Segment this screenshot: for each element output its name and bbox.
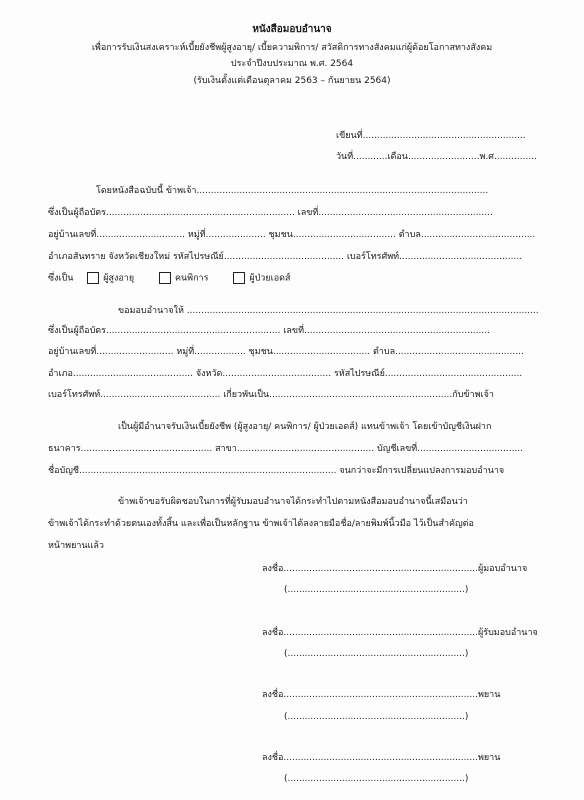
grantor-address-row[interactable]: อยู่บ้านเลขที่............................... หมู่ที่..................... ชุมชน.................................... ตำบล........................................ (48, 230, 536, 240)
status-option-disabled[interactable]: คนพิการ (159, 272, 208, 285)
written-at-field[interactable]: เขียนที่......................................................... (336, 131, 526, 141)
checkbox-aids-patient[interactable] (233, 272, 245, 284)
signature-witness-2[interactable]: ลงชื่อ....................................................................พยาน (262, 753, 501, 763)
account-name-row[interactable]: ชื่อบัญชี.......................................................................................... จนกว่าจะมีการเปลี่ยนแปลงการมอบอำนาจ (48, 466, 505, 476)
subtitle-fiscal-year: ประจำปีงบประมาณ พ.ศ. 2564 (230, 59, 354, 69)
printed-name-witness-1[interactable]: (..............................................................) (284, 712, 469, 722)
statement-line-1: ข้าพเจ้าขอรับผิดชอบในการที่ผู้รับมอบอำนาจได้กระทำไปตามหนังสือมอบอำนาจนี้เสมือนว่า (118, 497, 468, 507)
checkbox-disabled[interactable] (159, 272, 171, 284)
grantee-id-row[interactable]: ซึ่งเป็นผู้ถือบัตร............................................................. เลขที่................................................................. (48, 326, 490, 336)
document-title: หนังสือมอบอำนาจ (252, 24, 332, 35)
signature-grantee[interactable]: ลงชื่อ....................................................................ผู้รับมอบอำนาจ (262, 628, 538, 638)
grantee-district-row[interactable]: อำเภอ.......................................... จังหวัด...................................... รหัสไปรษณีย์................................................ (48, 369, 523, 379)
grantor-district-row[interactable]: อำเภอสันทราย จังหวัดเชียงใหม่ รหัสไปรษณีย์.......................................... เบอร์โทรศัพท์........................................... (48, 252, 523, 262)
grantee-address-row[interactable]: อยู่บ้านเลขที่........................... หมู่ที่.................. ชุมชน.................................. ตำบล............................................. (48, 347, 524, 357)
signature-grantor[interactable]: ลงชื่อ....................................................................ผู้มอบอำนาจ (262, 564, 528, 574)
statement-line-3: หน้าพยานแล้ว (48, 541, 104, 551)
grantee-name-field[interactable]: ขอมอบอำนาจให้ ........................................................................................................................... (118, 306, 539, 316)
status-option-elderly[interactable]: ผู้สูงอายุ (87, 272, 134, 285)
subtitle-period: (รับเงินตั้งแต่เดือนตุลาคม 2563 – กันยายน 2564) (193, 76, 391, 86)
grantor-status-row (48, 272, 312, 285)
printed-name-grantee[interactable]: (..............................................................) (284, 649, 469, 659)
checkbox-elderly[interactable] (87, 272, 99, 284)
authorization-line-1: เป็นผู้มีอำนาจรับเงินเบี้ยยังชีพ (ผู้สูงอายุ/ คนพิการ/ ผู้ป่วยเอดส์) แทนข้าพเจ้า โดยเข้าบัญชีเงินฝาก (118, 422, 492, 432)
bank-row[interactable]: ธนาคาร.............................................. สาขา................................................ บัญชีเลขที่..................................... (48, 444, 524, 454)
status-label: ซึ่งเป็น (48, 273, 74, 284)
statement-line-2: ข้าพเจ้าได้กระทำด้วยตนเองทั้งสิ้น และเพื่อเป็นหลักฐาน ข้าพเจ้าได้ลงลายมือชื่อ/ลายพิมพ์นิ้วมือ ไว้เป็นสำคัญต่อ (48, 519, 474, 529)
printed-name-grantor[interactable]: (..............................................................) (284, 585, 469, 595)
subtitle-purpose: เพื่อการรับเงินสงเคราะห์เบี้ยยังชีพผู้สูงอายุ/ เบี้ยความพิการ/ สวัสดิการทางสังคมแก่ผู้ด้อยโอกาสทางสังคม (91, 43, 493, 53)
status-option-aids-patient[interactable]: ผู้ป่วยเอดส์ (233, 272, 290, 285)
printed-name-witness-2[interactable]: (..............................................................) (284, 774, 469, 784)
grantor-name-field[interactable]: โดยหนังสือฉบับนี้ ข้าพเจ้า...................................................................................................... (96, 186, 489, 196)
signature-witness-1[interactable]: ลงชื่อ....................................................................พยาน (262, 690, 501, 700)
grantor-id-row[interactable]: ซึ่งเป็นผู้ถือบัตร.................................................................. เลขที่............................................................. (48, 208, 493, 218)
grantee-phone-row[interactable]: เบอร์โทรศัพท์.......................................... เกี่ยวพันเป็น................................................................กับข้าพเจ้า (48, 390, 494, 400)
date-field[interactable]: วันที่............เดือน.........................พ.ศ............... (336, 152, 537, 162)
